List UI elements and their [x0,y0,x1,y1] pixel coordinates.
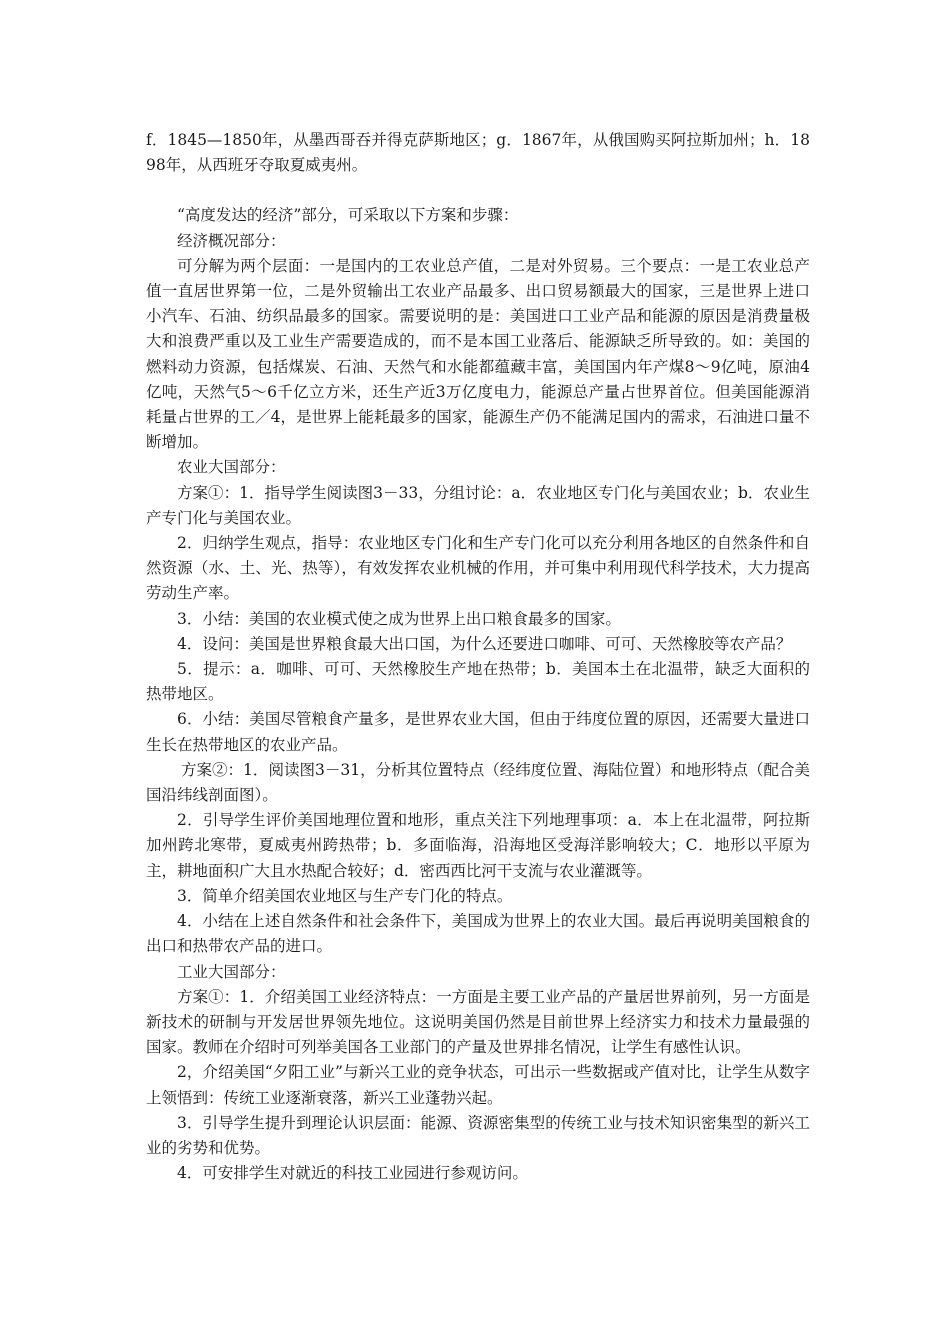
paragraph-agri-plan1-step4: 4．设问：美国是世界粮食最大出口国，为什么还要进口咖啡、可可、天然橡胶等农产品？ [177,634,792,653]
paragraph-agri-plan2-step4: 4．小结在上述自然条件和社会条件下，美国成为世界上的农业大国。最后再说明美国粮食的出口和热带农产品的进口。 [146,912,810,956]
paragraph-industry-plan1-step1: 方案①：1．介绍美国工业经济特点：一方面是主要工业产品的产量居世界前列，另一方面是新技术的研制与开发居世界领先地位。这说明美国仍然是目前世界上经济实力和技术力量最强的国家。教师在介绍时可列举美国各工业部门的产量及世界排名情况，让学生有感性认识。 [146,987,810,1057]
section-heading-industry: 工业大国部分： [177,962,286,981]
paragraph-industry-plan1-step3: 3．引导学生提升到理论认识层面：能源、资源密集型的传统工业与技术知识密集型的新兴工业的劣势和优势。 [146,1113,810,1157]
paragraph-agri-plan1-step6: 6．小结：美国尽管粮食产量多，是世界农业大国，但由于纬度位置的原因，还需要大量进口生长在热带地区的农业产品。 [146,710,810,754]
paragraph-economy-intro: “高度发达的经济”部分，可采取以下方案和步骤： [177,206,519,225]
paragraph-agri-plan2-step1: 方案②：1．阅读图3－31，分析其位置特点（经纬度位置、海陆位置）和地形特点（配合美国沿纬线剖面图）。 [146,760,810,805]
paragraph-industry-plan1-step4: 4．可安排学生对就近的科技工业园进行参观访问。 [177,1164,528,1183]
paragraph-agri-plan1-step3: 3．小结：美国的农业模式使之成为世界上出口粮食最多的国家。 [177,609,621,628]
paragraph-agri-plan2-step3: 3．简单介绍美国农业地区与生产专门化的特点。 [177,886,513,905]
paragraph-industry-plan1-step2: 2，介绍美国“夕阳工业”与新兴工业的竞争状态，可出示一些数据或产值对比，让学生从数字上领悟到：传统工业逐渐衰落，新兴工业蓬勃兴起。 [146,1063,810,1107]
paragraph-agri-plan1-step1: 方案①：1．指导学生阅读图3－33，分组讨论：a．农业地区专门化与美国农业；b．农业生产专门化与美国农业。 [146,483,810,527]
paragraph-territory-expansion: f．1845—1850年，从墨西哥吞并得克萨斯地区；g．1867年，从俄国购买阿拉斯加州；h．1898年，从西班牙夺取夏威夷州。 [146,131,810,175]
section-heading-economy-overview: 经济概况部分： [177,231,286,250]
paragraph-agri-plan1-step5: 5．提示：a．咖啡、可可、天然橡胶生产地在热带；b．美国本土在北温带，缺乏大面积的热带地区。 [146,660,810,704]
paragraph-economy-overview: 可分解为两个层面：一是国内的工农业总产值，二是对外贸易。三个要点：一是工农业总产值一直居世界第一位，二是外贸输出工农业产品最多、出口贸易额最大的国家，三是世界上进口小汽车、石油、纺织品最多的国家。需要说明的是：美国进口工业产品和能源的原因是消费量极大和浪费严重以及工业生产需要造成的，而不是本国工业落后、能源缺乏所导致的。如：美国的燃料动力资源，包括煤炭、石油、天然气和水能都蕴藏丰富，美国国内年产煤8～9亿吨，原油4亿吨，天然气5～6千亿立方米，还生产近3万亿度电力，能源总产量占世界首位。但美国能源消耗量占世界的工／4，是世界上能耗最多的国家，能源生产仍不能满足国内的需求，石油进口量不断增加。 [146,256,810,452]
paragraph-agri-plan2-step2: 2．引导学生评价美国地理位置和地形，重点关注下列地理事项：a．本上在北温带，阿拉斯加州跨北寒带，夏威夷州跨热带；b．多面临海，沿海地区受海洋影响较大；C．地形以平原为主，耕地面积广大且水热配合较好；d．密西西比河干支流与农业灌溉等。 [146,811,810,880]
section-heading-agriculture: 农业大国部分： [177,458,286,477]
document-page [146,128,810,1186]
paragraph-agri-plan1-step2: 2．归纳学生观点，指导：农业地区专门化和生产专门化可以充分利用各地区的自然条件和自然资源（水、土、光、热等），有效发挥农业机械的作用，并可集中利用现代科学技术，大力提高劳动生产率。 [146,534,810,603]
